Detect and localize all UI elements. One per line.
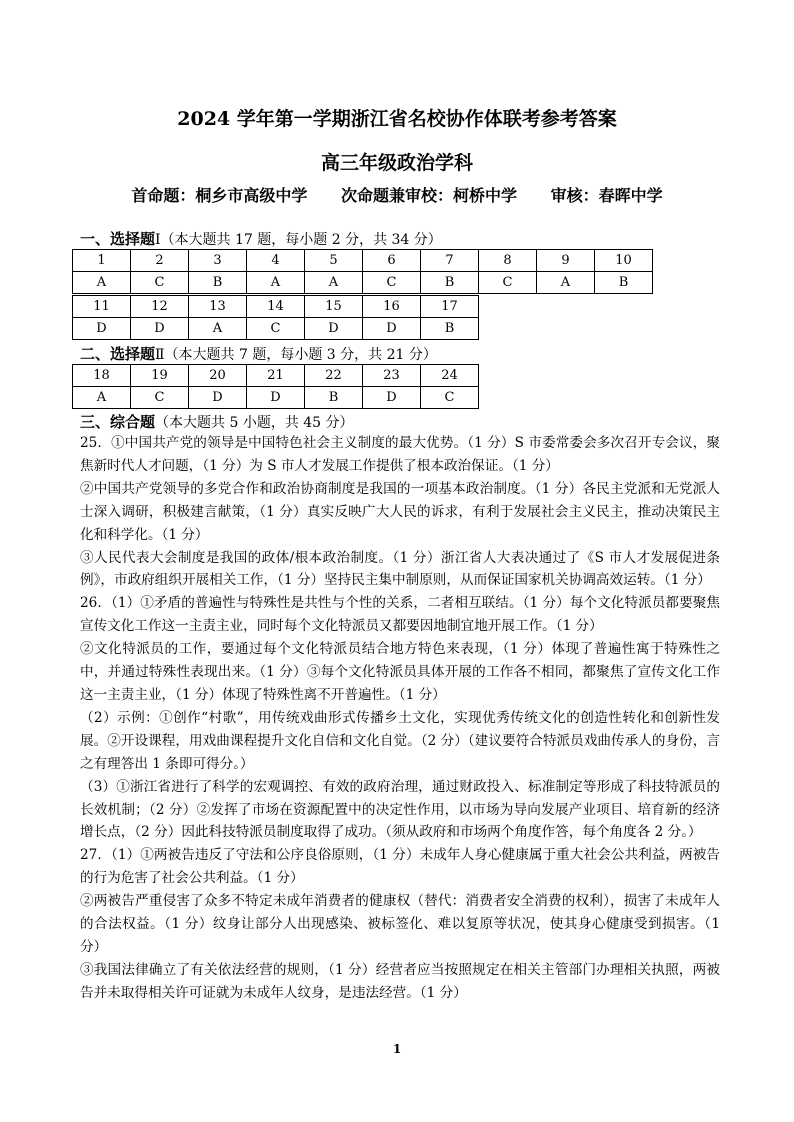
answer-paragraph: 25．①中国共产党的领导是中国特色社会主义制度的最大优势。（1 分）S 市委常委会多次召开专会议，聚焦新时代人才问题，（1 分）为 S 市人才发展工作提供了根本政治保证。（1 分） bbox=[80, 435, 720, 474]
table-cell: B bbox=[189, 272, 247, 294]
table-cell: 14 bbox=[247, 296, 305, 318]
answer-table-1-top bbox=[72, 249, 653, 294]
section3-body bbox=[80, 432, 720, 1005]
setters-line bbox=[0, 183, 794, 206]
table-cell: 12 bbox=[131, 296, 189, 318]
table-cell: 15 bbox=[305, 296, 363, 318]
table-cell: 18 bbox=[73, 365, 131, 387]
setter-second: 次命题兼审校：柯桥中学 bbox=[340, 186, 517, 205]
table-cell: D bbox=[73, 318, 131, 340]
table-cell: B bbox=[305, 387, 363, 409]
section2-heading: 二、选择题Ⅱ（本大题共 7 题，每小题 3 分，共 21 分） bbox=[80, 345, 437, 363]
answer-table-1-bottom bbox=[72, 295, 479, 340]
table-cell: C bbox=[479, 272, 537, 294]
page-number: 1 bbox=[392, 1042, 402, 1056]
table-cell: 4 bbox=[247, 250, 305, 272]
table-row bbox=[73, 296, 479, 318]
table-cell: C bbox=[421, 387, 479, 409]
table-cell: A bbox=[73, 272, 131, 294]
answer-paragraph: 27．（1）①两被告违反了守法和公序良俗原则，（1 分）未成年人身心健康属于重大社会公共利益，两被告的行为危害了社会公共利益。（1 分） bbox=[80, 847, 720, 887]
table-cell: A bbox=[537, 272, 595, 294]
section1-heading: 一、选择题Ⅰ（本大题共 17 题，每小题 2 分，共 34 分） bbox=[80, 230, 442, 248]
table-cell: 20 bbox=[189, 365, 247, 387]
table-cell: A bbox=[73, 387, 131, 409]
table-cell: C bbox=[131, 272, 189, 294]
table-cell: 10 bbox=[595, 250, 653, 272]
table-cell: 21 bbox=[247, 365, 305, 387]
table-cell: 16 bbox=[363, 296, 421, 318]
table-cell: D bbox=[131, 318, 189, 340]
table-cell: 24 bbox=[421, 365, 479, 387]
table-row bbox=[73, 250, 653, 272]
table-cell: 22 bbox=[305, 365, 363, 387]
table-cell: C bbox=[363, 272, 421, 294]
table-cell: 8 bbox=[479, 250, 537, 272]
table-cell: 17 bbox=[421, 296, 479, 318]
table-cell: D bbox=[363, 318, 421, 340]
answer-paragraph: ②文化特派员的工作，要通过每个文化特派员结合地方特色来表现，（1 分）体现了普遍性寓于特殊性之中，并通过特殊性表现出来。（1 分）③每个文化特派员具体开展的工作各不相同，都聚焦了宣传文化工作这一主责主业，（1 分）体现了特殊性离不开普遍性。（1 分） bbox=[80, 641, 720, 703]
table-cell: B bbox=[595, 272, 653, 294]
table-cell: 3 bbox=[189, 250, 247, 272]
table-cell: 7 bbox=[421, 250, 479, 272]
answer-paragraph: （2）示例：①创作“村歌”，用传统戏曲形式传播乡土文化，实现优秀传统文化的创造性转化和创新性发展。②开设课程，用戏曲课程提升文化自信和文化自觉。（2 分）（建议要符合特派员戏曲传承人的身份，言之有理答出 1 条即可得分。） bbox=[80, 709, 720, 772]
setter-first: 首命题：桐乡市高级中学 bbox=[131, 186, 308, 205]
table-cell: D bbox=[247, 387, 305, 409]
table-cell: D bbox=[189, 387, 247, 409]
subject-title: 高三年级政治学科 bbox=[320, 152, 473, 174]
answer-paragraph: ②两被告严重侵害了众多不特定未成年消费者的健康权（替代：消费者安全消费的权利），损害了未成年人的合法权益。（1 分）纹身让部分人出现感染、被标签化、难以复原等状况，使其身心健康受到损害。（1 分） bbox=[80, 893, 720, 955]
setter-review: 审核：春晖中学 bbox=[550, 186, 663, 205]
table-cell: A bbox=[247, 272, 305, 294]
table-row bbox=[73, 318, 479, 340]
answer-paragraph: ③我国法律确立了有关依法经营的规则，（1 分）经营者应当按照规定在相关主管部门办理相关执照，两被告并未取得相关许可证就为未成年人纹身，是违法经营。（1 分） bbox=[80, 961, 720, 1001]
table-cell: A bbox=[305, 272, 363, 294]
table-row bbox=[73, 365, 479, 387]
section3-heading: 三、综合题（本大题共 5 小题，共 45 分） bbox=[80, 413, 354, 431]
table-cell: D bbox=[305, 318, 363, 340]
table-row bbox=[73, 272, 653, 294]
table-cell: 2 bbox=[131, 250, 189, 272]
table-cell: C bbox=[247, 318, 305, 340]
answer-paragraph: 26．（1）①矛盾的普遍性与特殊性是共性与个性的关系，二者相互联结。（1 分）每个文化特派员都要聚焦宣传文化工作这一主责主业，同时每个文化特派员又都要因地制宜地开展工作。（1 分） bbox=[80, 595, 720, 635]
table-cell: D bbox=[363, 387, 421, 409]
page-title: 2024 学年第一学期浙江省名校协作体联考参考答案 bbox=[177, 108, 617, 130]
table-cell: 1 bbox=[73, 250, 131, 272]
answer-paragraph: （3）①浙江省进行了科学的宏观调控、有效的政府治理，通过财政投入、标准制定等形成了科技特派员的长效机制；（2 分）②发挥了市场在资源配置中的决定性作用，以市场为导向发展产业项目、培育新的经济增长点，（2 分）因此科技特派员制度取得了成功。（须从政府和市场两个角度作答，每个角度各 2 分。） bbox=[80, 778, 720, 841]
table-cell: 19 bbox=[131, 365, 189, 387]
table-row bbox=[73, 387, 479, 409]
table-cell: 23 bbox=[363, 365, 421, 387]
answer-paragraph: ③人民代表大会制度是我国的政体/根本政治制度。（1 分）浙江省人大表决通过了《S 市人才发展促进条例》，市政府组织开展相关工作，（1 分）坚持民主集中制原则，从而保证国家机关协调高效运转。（1 分） bbox=[80, 549, 720, 589]
table-cell: 5 bbox=[305, 250, 363, 272]
answer-table-2 bbox=[72, 364, 479, 409]
table-cell: 6 bbox=[363, 250, 421, 272]
table-cell: 11 bbox=[73, 296, 131, 318]
table-cell: B bbox=[421, 272, 479, 294]
table-cell: B bbox=[421, 318, 479, 340]
table-cell: 13 bbox=[189, 296, 247, 318]
table-cell: 9 bbox=[537, 250, 595, 272]
table-cell: C bbox=[131, 387, 189, 409]
answer-paragraph: ②中国共产党领导的多党合作和政治协商制度是我国的一项基本政治制度。（1 分）各民主党派和无党派人士深入调研，积极建言献策，（1 分）真实反映广大人民的诉求，有利于发展社会主义民主，推动决策民主化和科学化。（1 分） bbox=[80, 480, 720, 543]
table-cell: A bbox=[189, 318, 247, 340]
